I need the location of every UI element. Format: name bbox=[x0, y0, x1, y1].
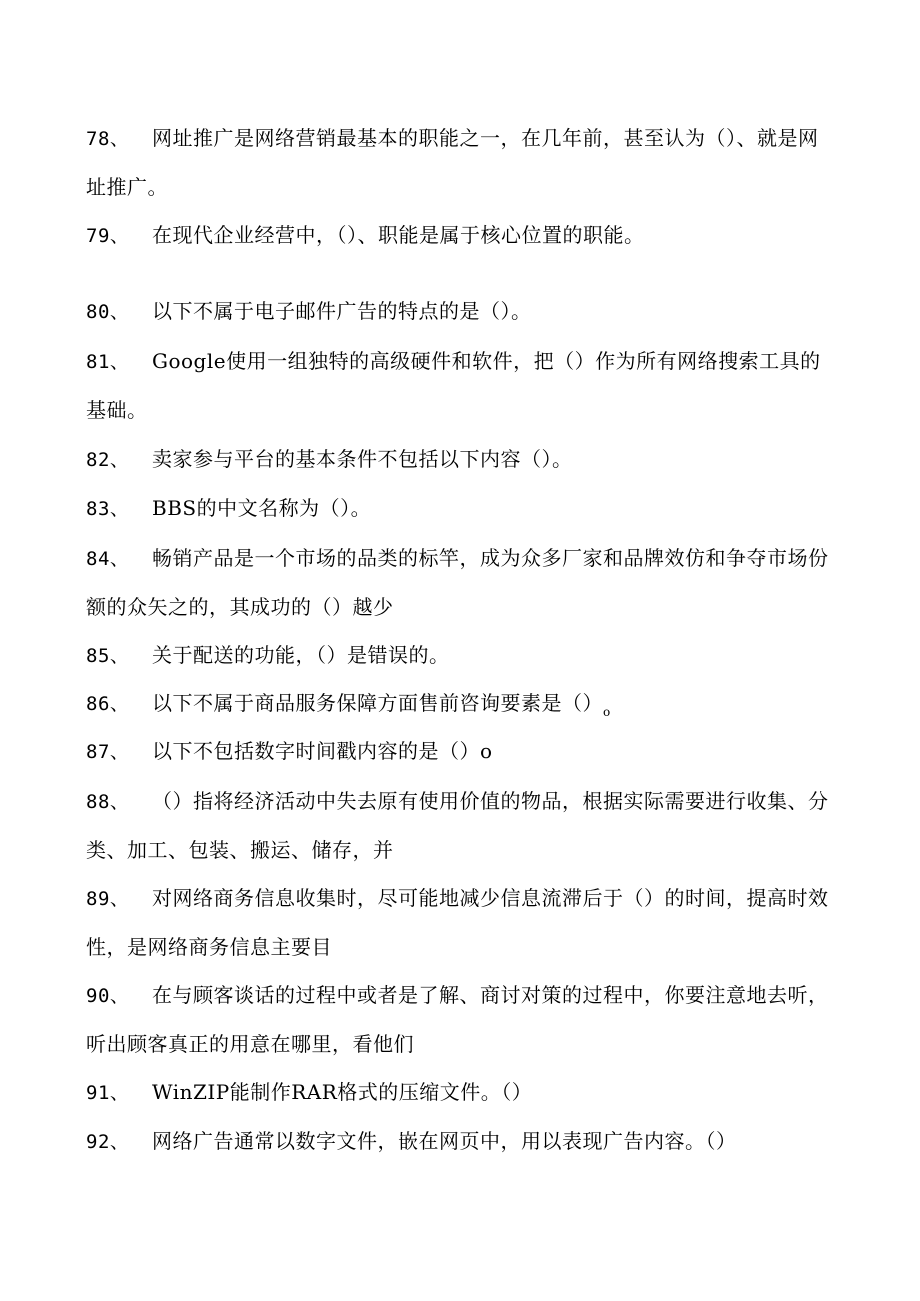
question-text: 网络广告通常以数字文件，嵌在网页中，用以表现广告内容。（） bbox=[152, 1129, 737, 1153]
question-79 bbox=[86, 211, 836, 260]
question-90 bbox=[86, 971, 836, 1068]
question-number: 86、 bbox=[86, 693, 130, 715]
question-number: 79、 bbox=[86, 225, 130, 247]
question-text: 关于配送的功能，（）是错误的。 bbox=[152, 643, 450, 667]
question-text: 对网络商务信息收集时，尽可能地减少信息流滞后于（）的时间，提高时效性，是网络商务信息主要目 bbox=[86, 886, 829, 959]
question-text: Google使用一组独特的高级硬件和软件，把（）作为所有网络搜索工具的基础。 bbox=[86, 349, 821, 422]
question-number: 87、 bbox=[86, 741, 130, 763]
question-text: WinZIP能制作RAR格式的压缩文件。（） bbox=[152, 1080, 533, 1104]
question-85 bbox=[86, 631, 836, 680]
question-number: 78、 bbox=[86, 128, 130, 150]
question-89 bbox=[86, 874, 836, 971]
question-number: 89、 bbox=[86, 888, 130, 910]
question-number: 85、 bbox=[86, 645, 130, 667]
question-number: 91、 bbox=[86, 1082, 130, 1104]
question-87 bbox=[86, 727, 836, 776]
question-number: 83、 bbox=[86, 498, 130, 520]
question-text: 在现代企业经营中，（）、职能是属于核心位置的职能。 bbox=[152, 223, 645, 247]
question-88 bbox=[86, 777, 836, 874]
question-text: 以下不属于电子邮件广告的特点的是（）。 bbox=[152, 299, 532, 323]
question-text: 以下不属于商品服务保障方面售前咨询要素是（） bbox=[152, 691, 603, 715]
question-text: 网址推广是网络营销最基本的职能之一，在几年前，甚至认为（）、就是网址推广。 bbox=[86, 126, 819, 199]
question-82 bbox=[86, 435, 836, 484]
question-number: 90、 bbox=[86, 985, 130, 1007]
question-number: 88、 bbox=[86, 791, 130, 813]
question-91 bbox=[86, 1068, 836, 1117]
question-81 bbox=[86, 337, 836, 434]
question-text: 以下不包括数字时间戳内容的是（）o bbox=[152, 739, 493, 763]
question-text: （）指将经济活动中失去原有使用价值的物品，根据实际需要进行收集、分类、加工、包装、搬运、储存，并 bbox=[86, 789, 829, 862]
question-83 bbox=[86, 484, 836, 533]
question-92 bbox=[86, 1117, 836, 1166]
question-78 bbox=[86, 114, 836, 211]
question-80 bbox=[86, 287, 836, 336]
question-text: 在与顾客谈话的过程中或者是了解、商讨对策的过程中，你要注意地去听，听出顾客真正的用意在哪里，看他们 bbox=[86, 983, 829, 1056]
question-text: BBS的中文名称为（）。 bbox=[152, 496, 372, 520]
question-number: 82、 bbox=[86, 449, 130, 471]
question-number: 81、 bbox=[86, 351, 130, 373]
question-suffix: o bbox=[603, 705, 611, 719]
question-text: 畅销产品是一个市场的品类的标竿，成为众多厂家和品牌效仿和争夺市场份额的众矢之的，其成功的（）越少 bbox=[86, 546, 829, 619]
question-number: 84、 bbox=[86, 548, 130, 570]
question-number: 80、 bbox=[86, 301, 130, 323]
question-text: 卖家参与平台的基本条件不包括以下内容（）。 bbox=[152, 447, 573, 471]
question-84 bbox=[86, 534, 836, 631]
question-number: 92、 bbox=[86, 1131, 130, 1153]
